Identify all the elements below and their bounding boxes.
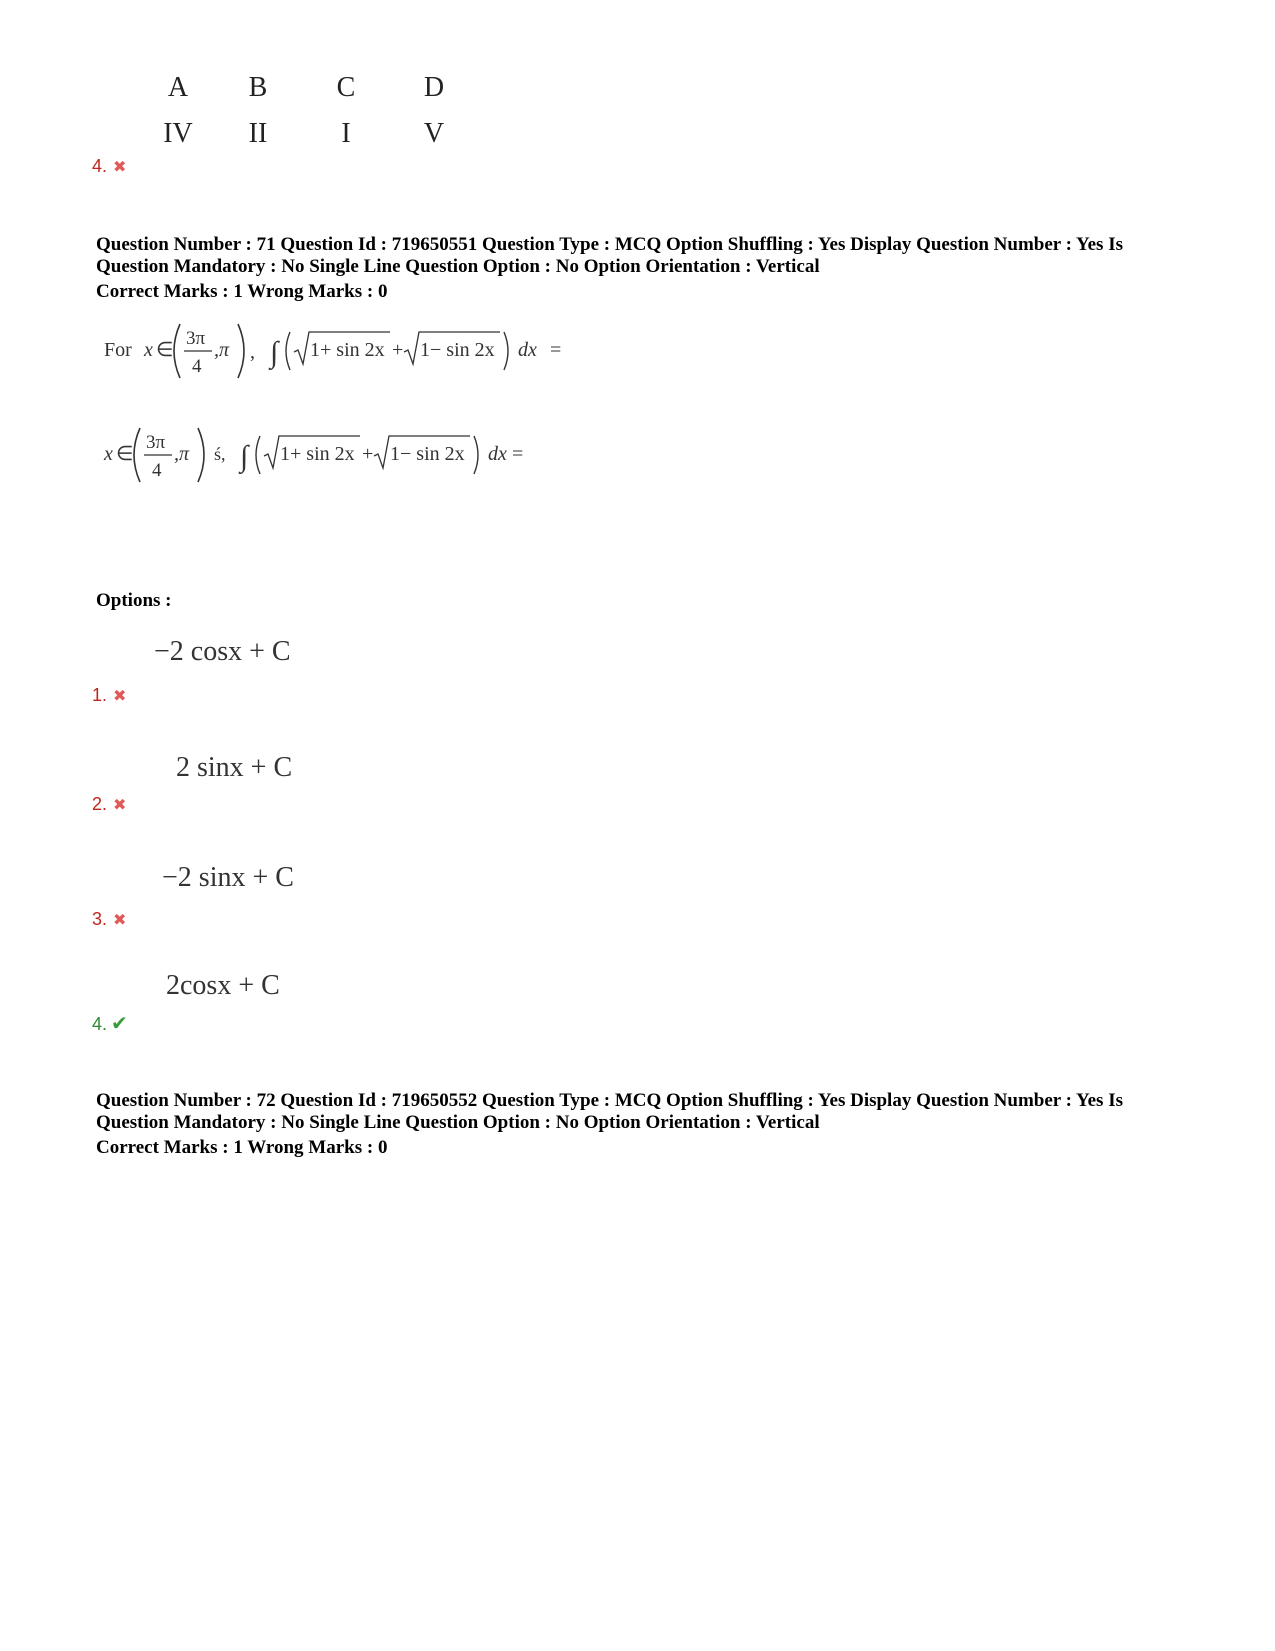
radicand-1: 1+ sin 2x <box>280 443 355 465</box>
check-icon: ✔ <box>111 1013 128 1035</box>
comma: , <box>250 341 255 363</box>
prev-option-number <box>92 156 126 177</box>
match-letter-c: C <box>336 72 356 103</box>
equals-sign: = <box>512 443 524 465</box>
comma-pi: ,π <box>174 443 190 465</box>
equals-sign: = <box>550 339 562 361</box>
match-letter-a: A <box>167 72 189 103</box>
question-71-meta: Question Number : 71 Question Id : 719650551 Question Type : MCQ Option Shuffling : Yes Display Question Number : Yes Is Question Mandatory : No Single Line Question Option : No Option Orientation : Vertical <box>96 234 1123 277</box>
question-72-meta: Question Number : 72 Question Id : 719650552 Question Type : MCQ Option Shuffling : Yes Display Question Number : Yes Is Question Mandatory : No Single Line Question Option : No Option Orientation : Vertical <box>96 1090 1123 1133</box>
stem-in-symbol: ∈ <box>156 339 174 361</box>
radicand-2: 1− sin 2x <box>390 443 465 465</box>
int-right-paren <box>504 332 508 370</box>
stem-var-x: x <box>104 443 113 465</box>
option-4[interactable] <box>92 1011 128 1036</box>
telugu-word: ś, <box>214 444 226 464</box>
int-right-paren <box>474 436 478 474</box>
frac-numerator: 3π <box>146 432 166 453</box>
wrong-icon: ✖ <box>113 688 127 705</box>
option-2-number: 2. <box>92 794 108 814</box>
stem-lead-text: For <box>104 339 132 361</box>
wrong-icon: ✖ <box>113 797 127 814</box>
plus-sign: + <box>392 339 404 361</box>
option-1[interactable] <box>92 685 126 706</box>
option-2-expression: 2 sinx + C <box>176 752 293 783</box>
prev-option-number-label: 4. <box>92 156 108 176</box>
right-paren <box>238 324 244 378</box>
question-72-marks: Correct Marks : 1 Wrong Marks : 0 <box>96 1137 388 1158</box>
wrong-icon: ✖ <box>113 912 127 929</box>
int-left-paren <box>286 332 290 370</box>
match-roman-d: V <box>423 118 445 149</box>
right-paren <box>198 428 204 482</box>
option-2[interactable] <box>92 794 126 815</box>
integral-sign: ∫ <box>240 440 249 473</box>
options-label: Options : <box>96 590 172 611</box>
radicand-1: 1+ sin 2x <box>310 339 385 361</box>
option-1-expression: −2 cosx + C <box>154 636 291 667</box>
match-letter-d: D <box>423 72 445 103</box>
option-4-number: 4. <box>92 1014 108 1034</box>
radicand-2: 1− sin 2x <box>420 339 495 361</box>
plus-sign: + <box>362 443 374 465</box>
stem-in-symbol: ∈ <box>116 443 134 465</box>
option-1-number: 1. <box>92 685 108 705</box>
question-71-stem-telugu <box>100 422 540 488</box>
option-3[interactable] <box>92 909 126 930</box>
pi-symbol: π <box>219 339 230 361</box>
pi-symbol: π <box>179 443 190 465</box>
dx-text: dx <box>518 339 537 361</box>
option-3-number: 3. <box>92 909 108 929</box>
match-roman-b: II <box>248 118 268 149</box>
match-letter-b: B <box>248 72 268 103</box>
frac-denominator: 4 <box>152 460 162 481</box>
frac-numerator: 3π <box>186 328 206 349</box>
comma-pi: ,π <box>214 339 230 361</box>
wrong-icon: ✖ <box>113 159 127 176</box>
integral-sign: ∫ <box>270 336 279 369</box>
match-roman-a: IV <box>163 118 193 149</box>
frac-denominator: 4 <box>192 356 202 377</box>
option-3-expression: −2 sinx + C <box>162 862 294 893</box>
left-paren <box>134 428 140 482</box>
option-4-expression: 2cosx + C <box>166 970 280 1001</box>
question-71-stem-english <box>100 318 580 384</box>
left-paren <box>174 324 180 378</box>
stem-var-x: x <box>144 339 153 361</box>
question-71-marks: Correct Marks : 1 Wrong Marks : 0 <box>96 281 388 302</box>
int-left-paren <box>256 436 260 474</box>
match-roman-c: I <box>341 118 351 149</box>
dx-text: dx <box>488 443 507 465</box>
